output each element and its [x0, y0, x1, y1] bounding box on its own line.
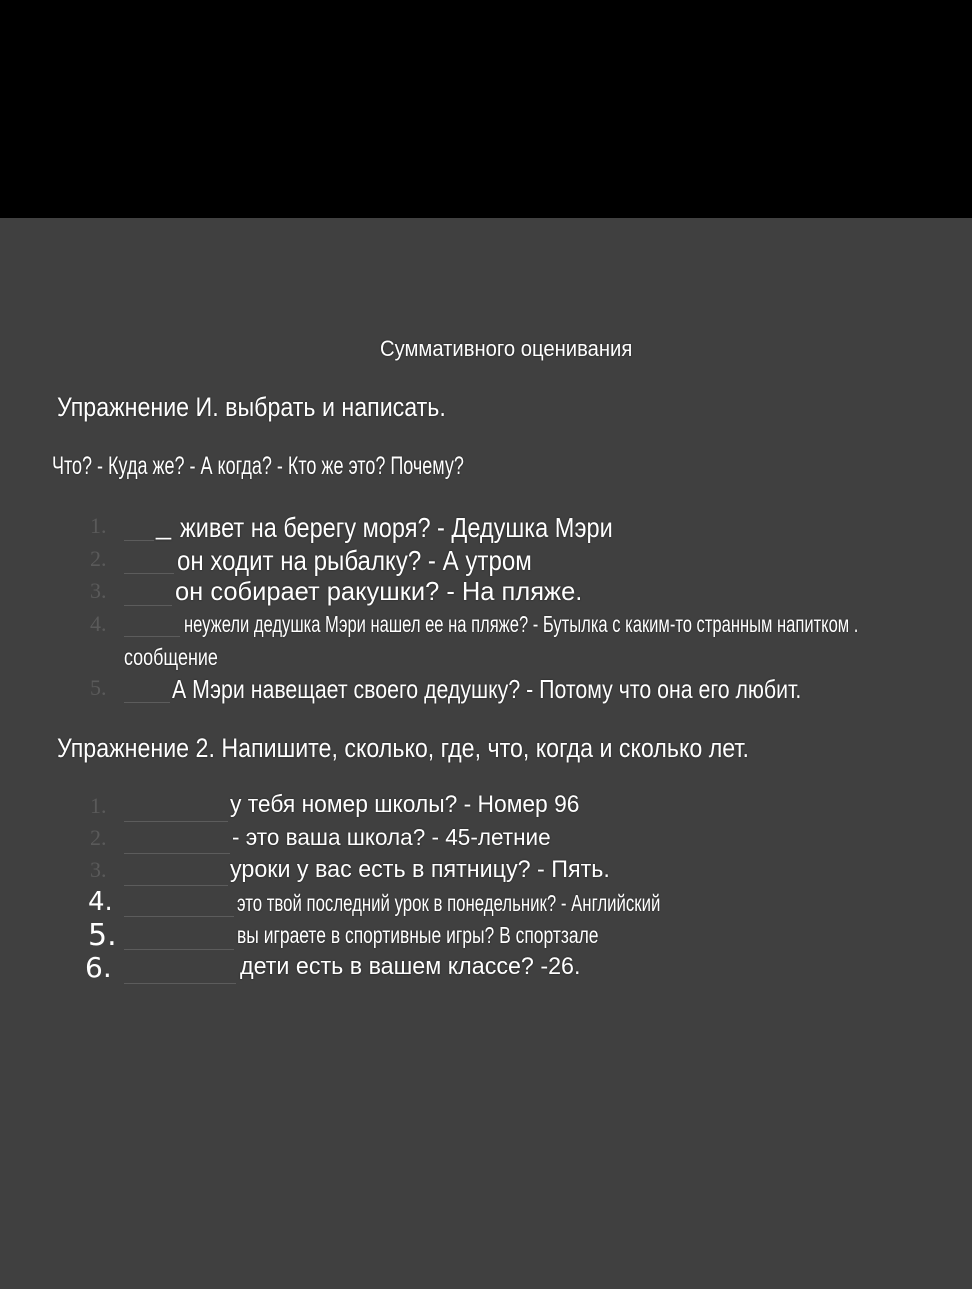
exercise1-heading: Упражнение И. выбрать и написать. — [57, 392, 446, 422]
ex2-item5-number: 5. — [88, 918, 117, 953]
ex2-item3-number: 3. — [90, 857, 107, 882]
ex2-item6-number: 6. — [85, 951, 112, 984]
ex2-item2-text: - это ваша школа? - 45-летние — [232, 824, 551, 850]
ex1-item1-text: живет на берегу моря? - Дедушка Мэри — [180, 512, 613, 543]
ex2-item4-blank — [124, 916, 234, 917]
ex1-item1-blank — [124, 540, 154, 541]
ex2-item2-blank — [124, 853, 230, 854]
ex2-item3-blank — [124, 885, 228, 886]
exercise1-options: Что? - Куда же? - А когда? - Кто же это? Почему? — [52, 452, 464, 480]
top-black-bar — [0, 0, 972, 218]
ex2-item6-text: дети есть в вашем классе? -26. — [240, 953, 581, 980]
ex1-item5-number: 5. — [90, 675, 107, 700]
ex1-item3-blank — [124, 605, 172, 606]
ex1-item2-blank — [124, 573, 174, 574]
ex1-item4-text: неужели дедушка Мэри нашел ее на пляже? - Бутылка с каким-то странным напитком . — [184, 611, 859, 637]
ex2-item4-text: это твой последний урок в понедельник? - Английский — [237, 890, 661, 916]
ex2-item5-blank — [124, 949, 234, 950]
ex1-item1-prefix: _ — [156, 510, 172, 540]
ex2-item1-blank — [124, 821, 228, 822]
ex1-item5-blank — [124, 702, 170, 703]
ex2-item2-number: 2. — [90, 825, 107, 850]
ex1-item5-text: А Мэри навещает своего дедушку? - Потому что она его любит. — [172, 674, 802, 704]
ex1-item2-number: 2. — [90, 546, 107, 571]
ex1-item4-number: 4. — [90, 611, 107, 636]
ex2-item4-number: 4. — [88, 887, 113, 917]
exercise2-heading: Упражнение 2. Напишите, сколько, где, что, когда и сколько лет. — [57, 733, 749, 763]
worksheet-page — [0, 218, 972, 1289]
ex2-item6-blank — [124, 983, 236, 984]
ex1-item4-blank — [124, 636, 180, 637]
ex2-item1-text: у тебя номер школы? - Номер 96 — [230, 791, 580, 818]
ex1-item3-text: он собирает ракушки? - На пляже. — [175, 576, 583, 606]
ex1-item4-continuation: сообщение — [124, 644, 218, 670]
ex1-item1-number: 1. — [90, 513, 107, 538]
ex2-item3-text: уроки у вас есть в пятницу? - Пять. — [230, 856, 610, 883]
ex2-item1-number: 1. — [90, 793, 107, 818]
ex1-item2-text: он ходит на рыбалку? - А утром — [177, 545, 532, 576]
ex1-item3-number: 3. — [90, 578, 107, 603]
ex2-item5-text: вы играете в спортивные игры? В спортзале — [237, 922, 599, 948]
worksheet-title: Суммативного оценивания — [380, 336, 633, 361]
